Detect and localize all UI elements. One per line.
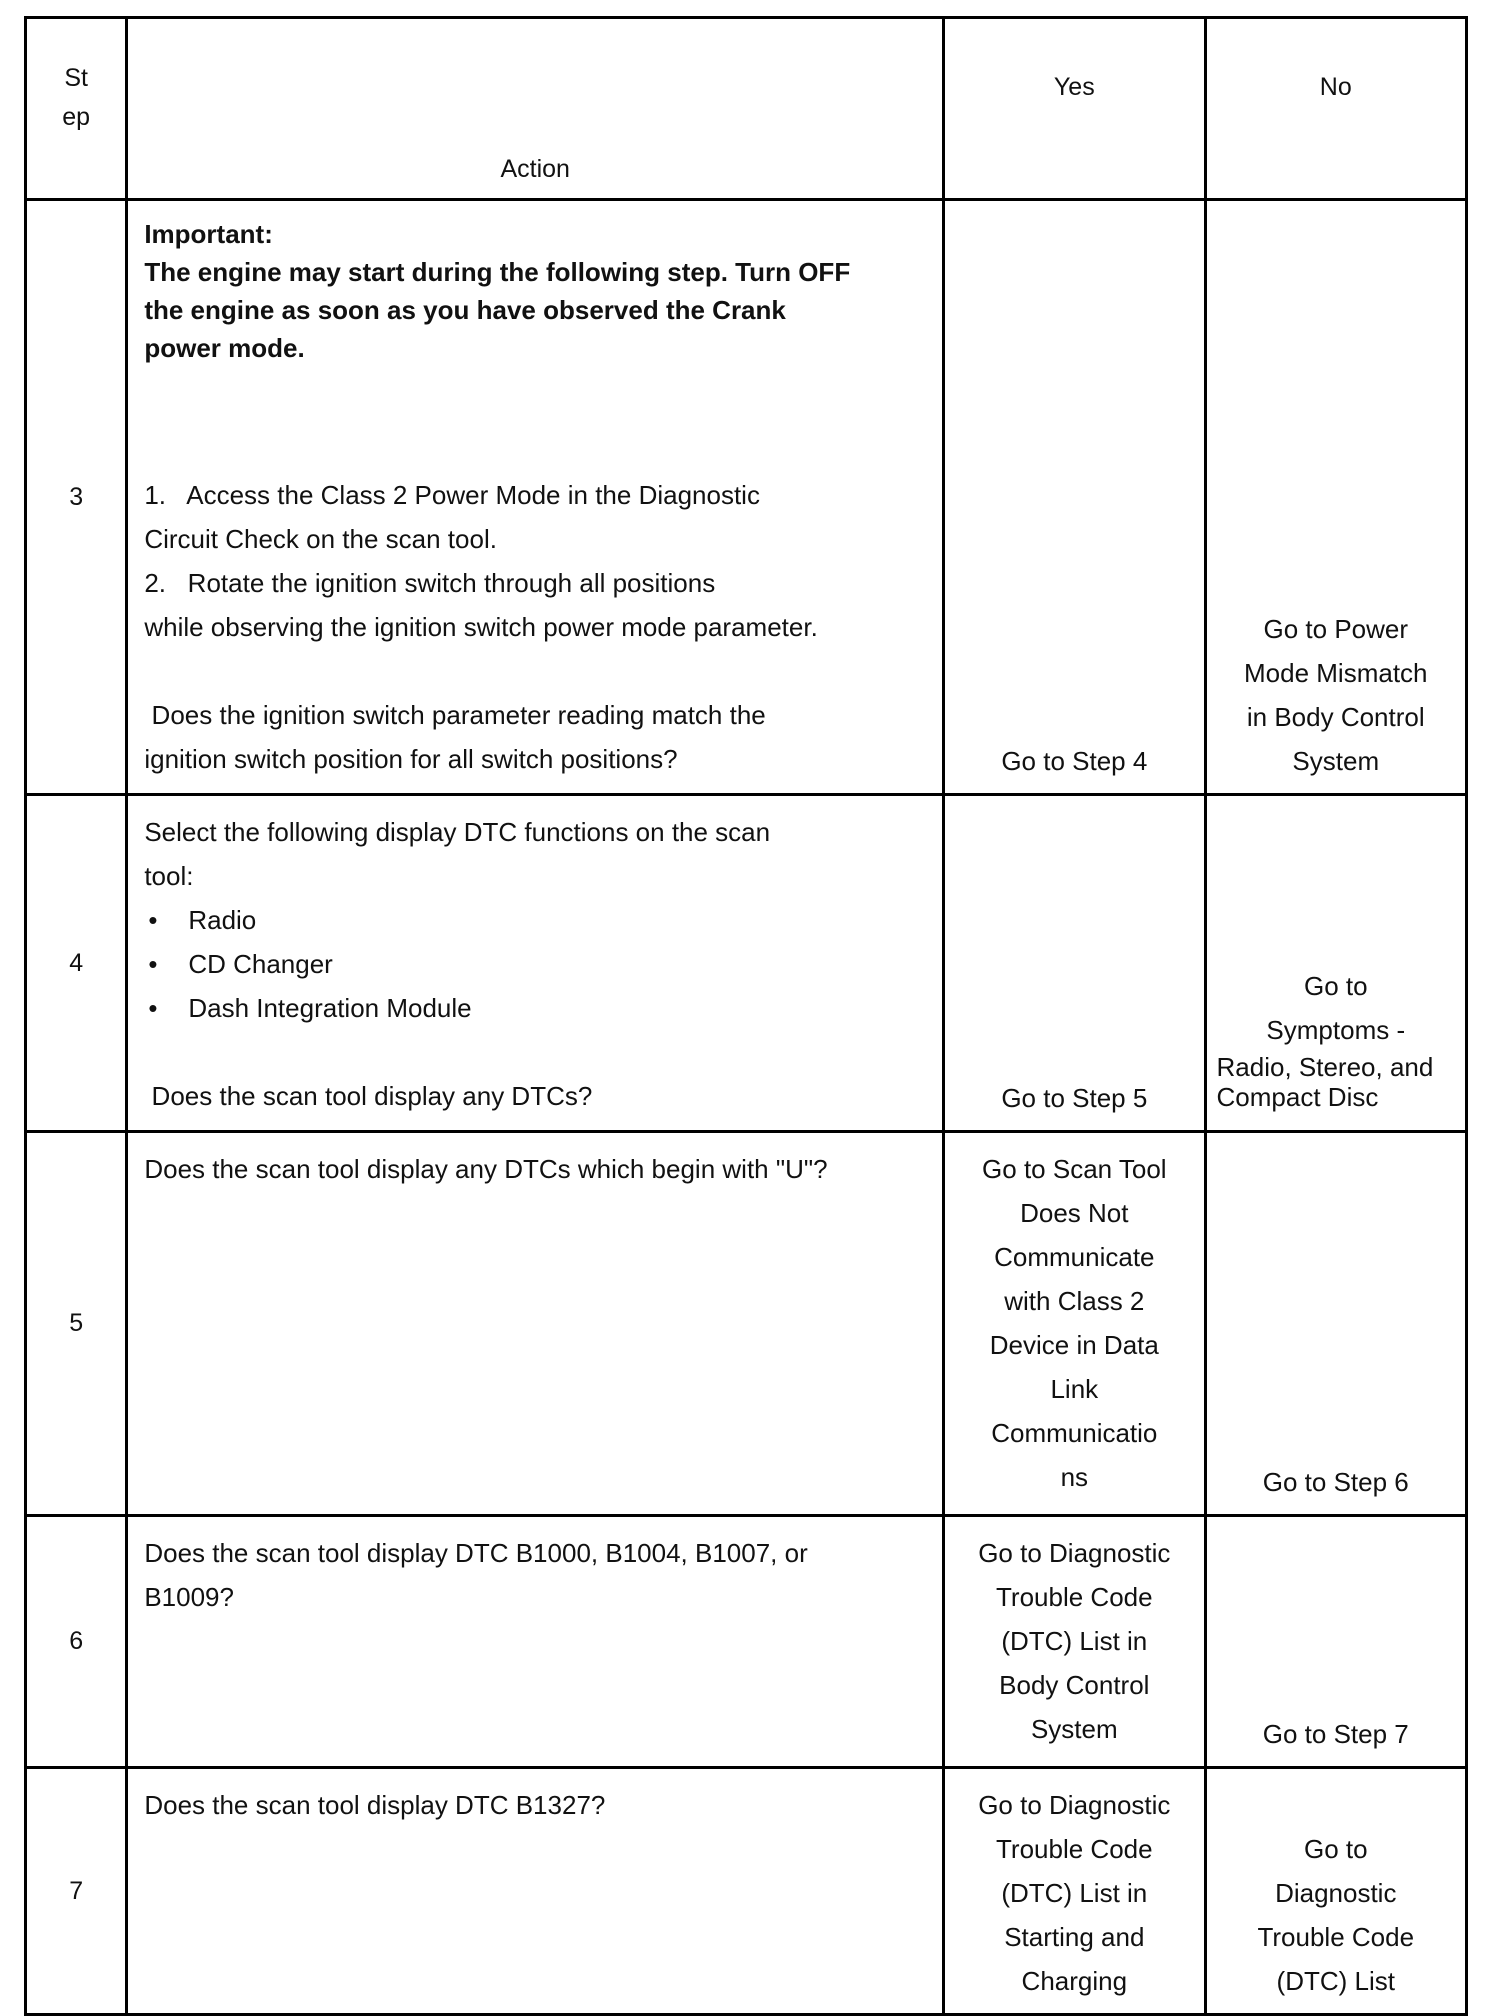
yes-result-line: Device in Data (989, 1330, 1159, 1360)
intro-line: tool: (144, 861, 194, 891)
table-row-step-3 (26, 200, 1467, 795)
question-line: Does the scan tool display DTC B1000, B1004, B1007, or (144, 1538, 808, 1568)
list-item (144, 898, 926, 942)
bullet-icon: • (148, 993, 158, 1023)
yes-cell (944, 795, 1205, 1132)
yes-result-line: System (1030, 1714, 1118, 1744)
yes-result-line: with Class 2 (1004, 1286, 1145, 1316)
yes-result-line: Trouble Code (996, 1834, 1153, 1864)
no-result-line: Radio, Stereo, and (1216, 1052, 1434, 1082)
header-step-line1: St (64, 64, 88, 92)
no-result-line: Go to (1303, 1834, 1368, 1864)
bullet-icon: • (148, 905, 158, 935)
diagnostic-steps-table (24, 16, 1468, 2016)
table-row-step-5 (26, 1132, 1467, 1516)
header-no: No (1205, 18, 1466, 200)
no-cell (1205, 1132, 1466, 1516)
no-result: Go to Step 7 (1262, 1719, 1409, 1749)
yes-cell (944, 200, 1205, 795)
no-cell (1205, 1516, 1466, 1768)
instruction-line: 1. Access the Class 2 Power Mode in the Diagnostic (144, 480, 760, 510)
action-cell (127, 1768, 944, 2015)
yes-result-line: Communicate (994, 1242, 1155, 1272)
table-header-row (26, 18, 1467, 200)
no-cell (1205, 200, 1466, 795)
step-number: 3 (26, 200, 127, 795)
step-number: 4 (26, 795, 127, 1132)
important-line: power mode. (144, 333, 305, 363)
yes-result-line: ns (1060, 1462, 1089, 1492)
list-item (144, 942, 926, 986)
step-number: 6 (26, 1516, 127, 1768)
yes-cell (944, 1132, 1205, 1516)
no-cell (1205, 795, 1466, 1132)
question-line: Does the scan tool display any DTCs? (144, 1081, 593, 1111)
no-result-line: in Body Control (1246, 702, 1425, 732)
list-item-label: Dash Integration Module (188, 993, 472, 1023)
action-cell (127, 1516, 944, 1768)
yes-result-line: Go to Diagnostic (978, 1790, 1171, 1820)
question-line: ignition switch position for all switch positions? (144, 744, 678, 774)
question-line: Does the ignition switch parameter reading match the (144, 700, 766, 730)
header-step (26, 18, 127, 200)
yes-result-line: Communicatio (991, 1418, 1158, 1448)
instruction-line: 2. Rotate the ignition switch through all positions (144, 568, 716, 598)
action-cell (127, 200, 944, 795)
no-result-line: System (1292, 746, 1380, 776)
no-result-line: Go to (1303, 971, 1368, 1001)
list-item-label: Radio (188, 905, 257, 935)
yes-result-line: Trouble Code (996, 1582, 1153, 1612)
table-row-step-4 (26, 795, 1467, 1132)
list-item-label: CD Changer (188, 949, 333, 979)
step-number: 5 (26, 1132, 127, 1516)
no-result-line: Diagnostic (1275, 1878, 1397, 1908)
no-cell (1205, 1768, 1466, 2015)
header-step-line2: ep (62, 103, 91, 131)
no-result-line: Symptoms - (1266, 1015, 1406, 1045)
no-result-line: Compact Disc (1216, 1082, 1379, 1112)
important-line: the engine as soon as you have observed the Crank (144, 295, 786, 325)
no-result-line: Go to Power (1263, 614, 1409, 644)
yes-cell (944, 1516, 1205, 1768)
instruction-line: Circuit Check on the scan tool. (144, 524, 497, 554)
no-result: Go to Step 6 (1262, 1467, 1409, 1497)
yes-result-line: Body Control (999, 1670, 1150, 1700)
instruction-line: while observing the ignition switch power mode parameter. (144, 612, 818, 642)
important-line: The engine may start during the following step. Turn OFF (144, 257, 851, 287)
yes-result: Go to Step 4 (1001, 746, 1148, 776)
bullet-icon: • (148, 949, 158, 979)
yes-result-line: (DTC) List in (1001, 1878, 1148, 1908)
yes-result-line: Charging (1021, 1966, 1128, 1996)
table-row-step-6 (26, 1516, 1467, 1768)
yes-result-line: Go to Scan Tool (982, 1154, 1167, 1184)
yes-cell (944, 1768, 1205, 2015)
yes-result-line: Starting and (1004, 1922, 1145, 1952)
yes-result-line: Does Not (1020, 1198, 1129, 1228)
action-cell (127, 795, 944, 1132)
no-result-line: (DTC) List (1276, 1966, 1395, 1996)
yes-result-line: (DTC) List in (1001, 1626, 1148, 1656)
no-result-line: Mode Mismatch (1244, 658, 1428, 688)
question-line: B1009? (144, 1582, 234, 1612)
important-label: Important: (144, 219, 273, 249)
yes-result-line: Link (1050, 1374, 1099, 1404)
intro-line: Select the following display DTC functions on the scan (144, 817, 771, 847)
yes-result-line: Go to Diagnostic (978, 1538, 1171, 1568)
yes-result: Go to Step 5 (1001, 1083, 1148, 1113)
header-yes: Yes (944, 18, 1205, 200)
action-cell (127, 1132, 944, 1516)
step-number: 7 (26, 1768, 127, 2015)
no-result-line: Trouble Code (1257, 1922, 1415, 1952)
question-line: Does the scan tool display DTC B1327? (144, 1790, 606, 1820)
table-row-step-7 (26, 1768, 1467, 2015)
diagnostic-table-document (24, 16, 1468, 1996)
list-item (144, 986, 926, 1030)
header-action: Action (127, 18, 944, 200)
question-line: Does the scan tool display any DTCs which begin with "U"? (144, 1154, 828, 1184)
